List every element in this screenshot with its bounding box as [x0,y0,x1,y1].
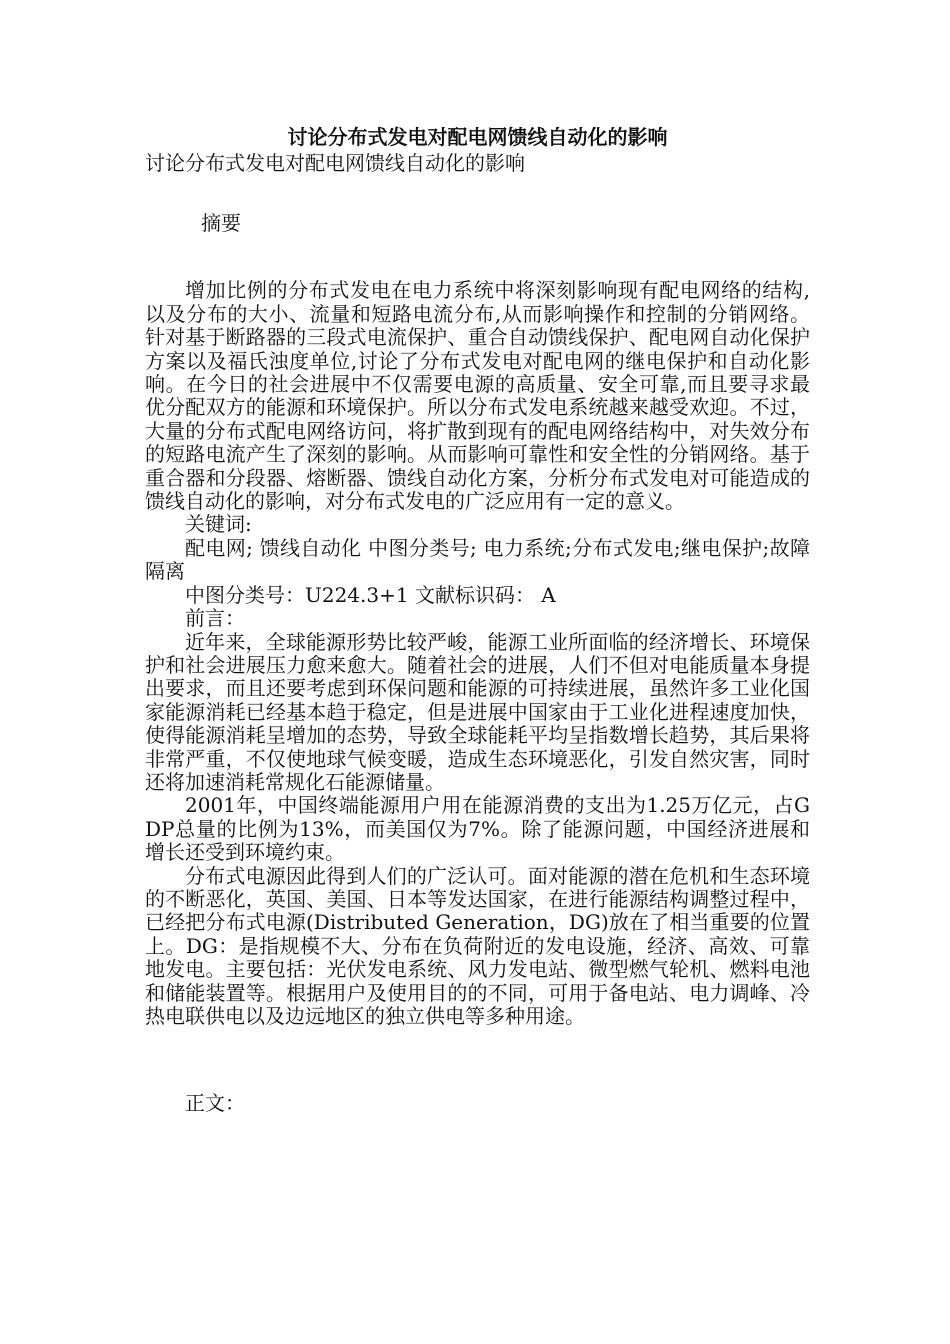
preface-label: 前言： [185,606,245,631]
document-subtitle: 讨论分布式发电对配电网馈线自动化的影响 [145,151,525,175]
classification-line: 中图分类号：U224.3+1 文献标识码： A [185,582,556,607]
abstract-paragraph: 增加比例的分布式发电在电力系统中将深刻影响现有配电网络的结构,以及分布的大小、流量和短路电流分布,从而影响操作和控制的分销网络。针对基于断路器的三段式电流保护、重合自动馈线保护、配电网自动化保护方案以及福氏浊度单位,讨论了分布式发电对配电网的继电保护和自动化影响。在今日的社会进展中不仅需要电源的高质量、安全可靠,而且要寻求最优分配双方的能源和环境保护。所以分布式发电系统越来越受欢迎。不过，大量的分布式配电网络访问，将扩散到现有的配电网络结构中，对失效分布的短路电流产生了深刻的影响。从而影响可靠性和安全性的分销网络。基于重合器和分段器、熔断器、馈线自动化方案，分析分布式发电对可能造成的馈线自动化的影响，对分布式发电的广泛应用有一定的意义。 [145,278,810,514]
preface-paragraph-2: 2001年，中国终端能源用户用在能源消费的支出为1.25万亿元，占GDP总量的比例为13%，而美国仅为7%。除了能源问题，中国经济进展和增长还受到环境约束。 [145,793,810,865]
document-content [145,124,810,1116]
spacer [145,235,810,279]
body-label: 正文： [185,1091,245,1116]
preface-paragraph-1: 近年来，全球能源形势比较严峻，能源工业所面临的经济增长、环境保护和社会进展压力愈来愈大。随着社会的进展，人们不但对电能质量本身提出要求，而且还要考虑到环保问题和能源的可持续进展，虽然许多工业化国家能源消耗已经基本趋于稳定，但是进展中国家由于工业化进程速度加快，使得能源消耗呈增加的态势，导致全球能耗平均呈指数增长趋势，其后果将非常严重，不仅使地球气候变暖，造成生态环境恶化，引发自然灾害，同时还将加速消耗常规化石能源储量。 [145,629,810,794]
spacer [145,1028,810,1092]
abstract-heading: 摘要 [201,211,241,235]
keywords-label: 关键词: [185,512,252,537]
preface-paragraph-3: 分布式电源因此得到人们的广泛认可。面对能源的潜在危机和生态环境的不断恶化，英国、美国、日本等发达国家，在进行能源结构调整过程中，已经把分布式电源(Distributed Generation，DG)放在了相当重要的位置上。DG：是指规模不大、分布在负荷附近的发电设施，经济、高效、可靠地发电。主要包括：光伏发电系统、风力发电站、微型燃气轮机、燃料电池和储能装置等。根据用户及使用目的的不同，可用于备电站、电力调峰、冷热电联供电以及边远地区的独立供电等多种用途。 [145,863,810,1028]
keywords-text: 配电网; 馈线自动化 中图分类号; 电力系统;分布式发电;继电保护;故障隔离 [145,535,810,584]
document-title: 讨论分布式发电对配电网馈线自动化的影响 [287,125,668,149]
